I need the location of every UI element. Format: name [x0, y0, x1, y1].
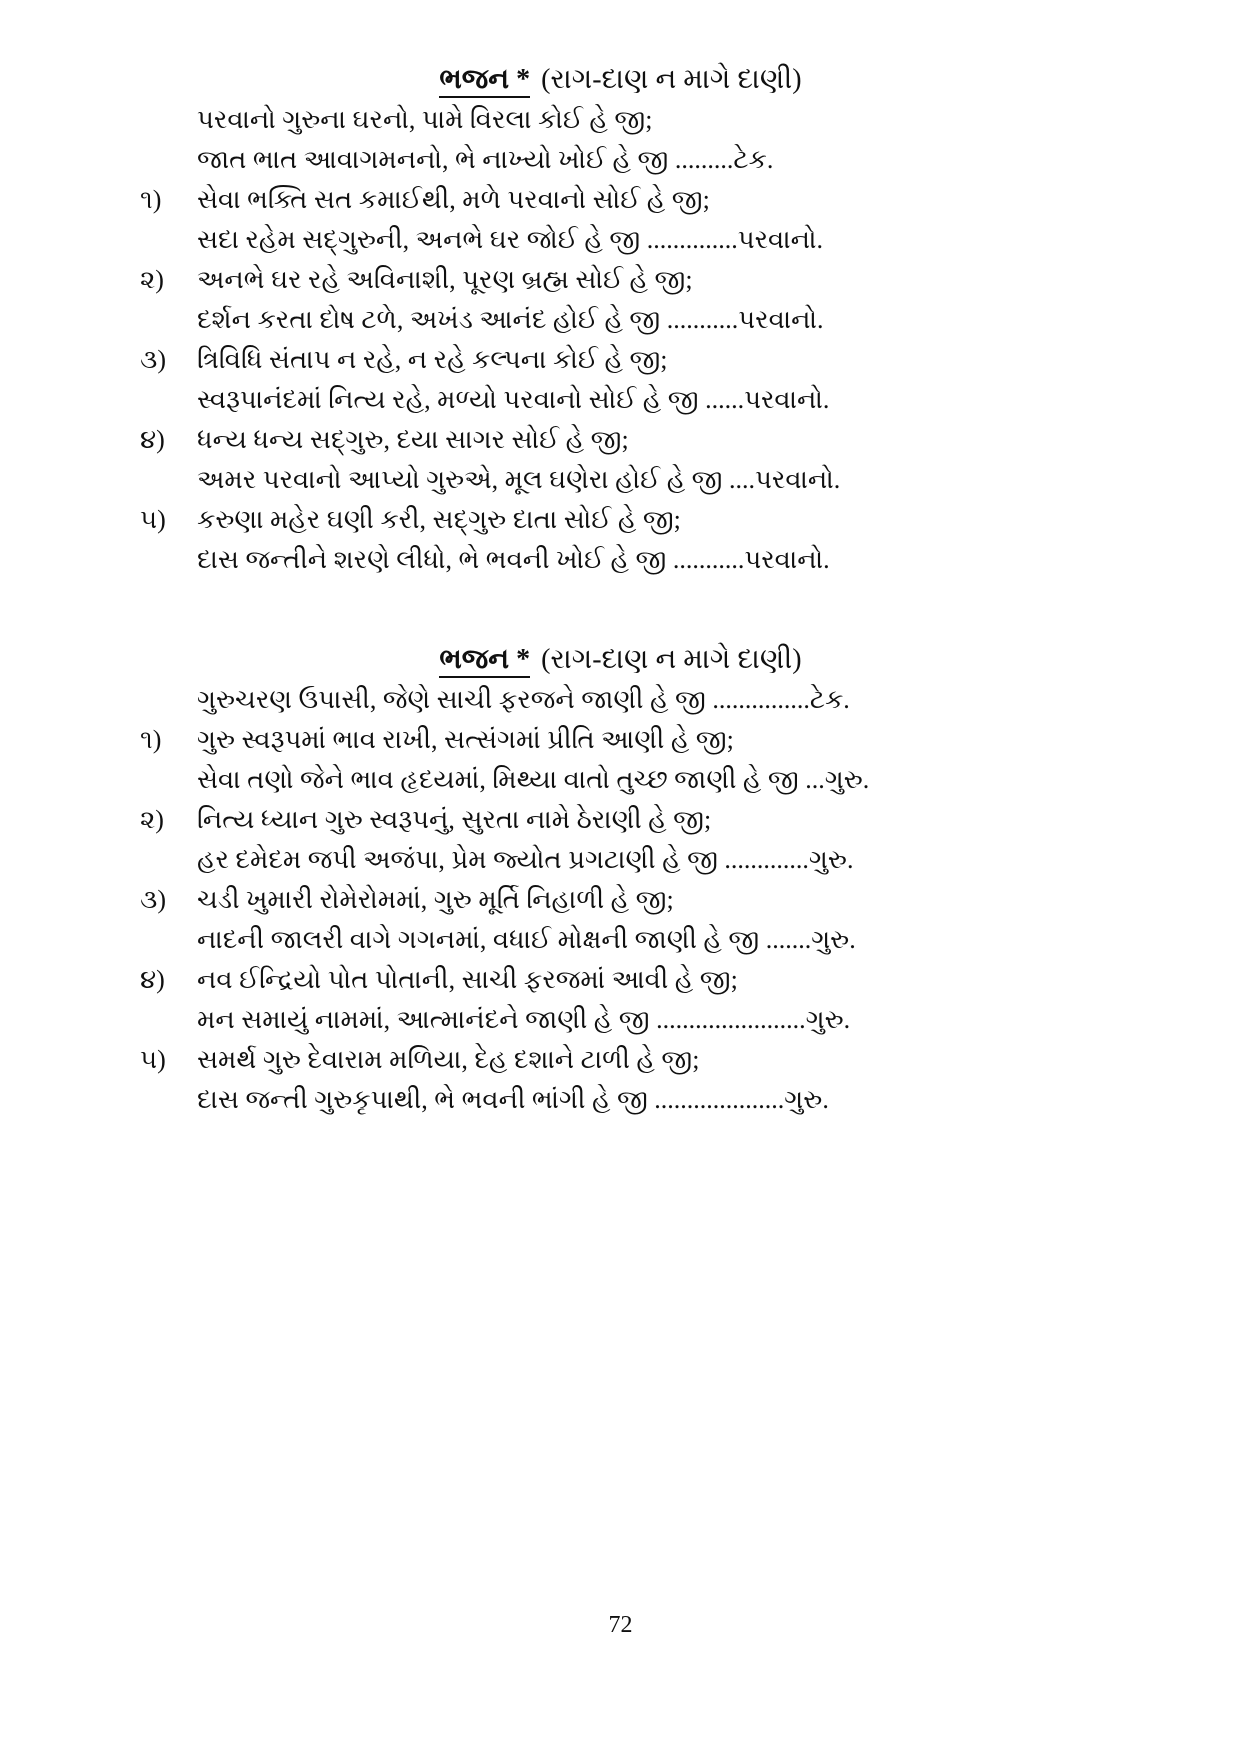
verse-line: [0, 960, 1241, 1000]
verse-line: [0, 300, 1241, 340]
verse-text: ચડી ખુમારી રોમેરોમમાં, ગુરુ મૂર્તિ નિહાળી હે જી;: [197, 885, 674, 914]
refrain-text: ગુરુચરણ ઉપાસી, જેણે સાચી ફરજને જાણી હે જી ...............ટેક.: [197, 685, 850, 714]
verse-text: સ્વરૂપાનંદમાં નિત્ય રહે, મળ્યો પરવાનો સોઈ હે જી ......પરવાનો.: [197, 385, 830, 414]
verse-line: [0, 920, 1241, 960]
verse-line: [0, 500, 1241, 540]
verse-number: ૪): [140, 425, 165, 454]
verse-text: દર્શન કરતા દોષ ટળે, અખંડ આનંદ હોઈ હે જી ...........પરવાનો.: [197, 305, 824, 334]
verse-number: [140, 1000, 197, 1040]
bhajan-2-raga-label: (રાગ-દાણ ન માગે દાણી): [541, 644, 802, 675]
refrain-line: [0, 140, 1241, 180]
verse-number: ૫): [140, 505, 166, 534]
verse-line: [0, 800, 1241, 840]
verse-number: [140, 140, 197, 180]
verse-text: કરુણા મહેર ઘણી કરી, સદ્ગુરુ દાતા સોઈ હે જી;: [197, 505, 681, 534]
verse-text: ત્રિવિધિ સંતાપ ન રહે, ન રહે કલ્પના કોઈ હે જી;: [197, 345, 668, 374]
verse-number: [140, 380, 197, 420]
verse-text: નવ ઈન્દ્રિયો પોત પોતાની, સાચી ફરજમાં આવી હે જી;: [197, 965, 738, 994]
verse-text: દાસ જન્તીને શરણે લીધો, ભે ભવની ખોઈ હે જી ...........પરવાનો.: [197, 545, 830, 574]
verse-text: દાસ જન્તી ગુરુકૃપાથી, ભે ભવની ભાંગી હે જી ....................ગુરુ.: [197, 1085, 829, 1114]
verse-text: સમર્થ ગુરુ દેવારામ મળિયા, દેહ દશાને ટાળી હે જી;: [197, 1045, 700, 1074]
verse-number: ૩): [140, 345, 166, 374]
verse-text: ગુરુ સ્વરૂપમાં ભાવ રાખી, સત્સંગમાં પ્રીતિ આણી હે જી;: [197, 725, 734, 754]
verse-text: હર દમેદમ જપી અજંપા, પ્રેમ જ્યોત પ્રગટાણી હે જી .............ગુરુ.: [197, 845, 854, 874]
verse-number: [140, 840, 197, 880]
verse-text: અનભે ઘર રહે અવિનાશી, પૂરણ બ્રહ્મ સોઈ હે જી;: [197, 265, 693, 294]
refrain-text: જાત ભાત આવાગમનનો, ભે નાખ્યો ખોઈ હે જી .........ટેક.: [197, 145, 774, 174]
bhajan-1-raga-label: (રાગ-દાણ ન માગે દાણી): [541, 64, 802, 95]
verse-number: ૫): [140, 1045, 166, 1074]
verse-line: [0, 1000, 1241, 1040]
verse-text: નિત્ય ધ્યાન ગુરુ સ્વરૂપનું, સુરતા નામે ઠેરાણી હે જી;: [197, 805, 712, 834]
verse-line: [0, 260, 1241, 300]
verse-number: [140, 680, 197, 720]
verse-number: [140, 100, 197, 140]
verse-line: [0, 220, 1241, 260]
verse-number: [140, 760, 197, 800]
verse-line: [0, 760, 1241, 800]
page-number: 72: [608, 1612, 633, 1638]
verse-line: [0, 420, 1241, 460]
bhajan-section-2: [0, 640, 1241, 1120]
verse-number: ૩): [140, 885, 166, 914]
verse-line: [0, 1040, 1241, 1080]
bhajan-2-title-underlined: ભજન *: [439, 644, 530, 678]
section-divider-space: [0, 580, 1241, 640]
verse-line: [0, 460, 1241, 500]
verse-number: ૨): [140, 265, 164, 294]
verse-line: [0, 540, 1241, 580]
verse-number: [140, 1080, 197, 1120]
bhajan-1-title-underlined: ભજન *: [439, 64, 530, 98]
verse-line: [0, 380, 1241, 420]
refrain-line: [0, 100, 1241, 140]
verse-number: [140, 460, 197, 500]
verse-line: [0, 1080, 1241, 1120]
verse-number: ૪): [140, 965, 165, 994]
verse-line: [0, 880, 1241, 920]
bhajan-1-title: [0, 60, 1241, 100]
refrain-text: પરવાનો ગુરુના ઘરનો, પામે વિરલા કોઈ હે જી;: [197, 105, 653, 134]
verse-text: નાદની જાલરી વાગે ગગનમાં, વધાઈ મોક્ષની જાણી હે જી .......ગુરુ.: [197, 925, 856, 954]
verse-line: [0, 180, 1241, 220]
verse-number: [140, 920, 197, 960]
bhajan-section-1: [0, 60, 1241, 580]
verse-text: અમર પરવાનો આપ્યો ગુરુએ, મૂલ ઘણેરા હોઈ હે જી ....પરવાનો.: [197, 465, 841, 494]
verse-number: ૨): [140, 805, 164, 834]
verse-number: ૧): [140, 725, 162, 754]
verse-line: [0, 340, 1241, 380]
verse-number: [140, 540, 197, 580]
verse-number: [140, 220, 197, 260]
verse-text: ધન્ય ધન્ય સદ્ગુરુ, દયા સાગર સોઈ હે જી;: [197, 425, 629, 454]
refrain-line: [0, 680, 1241, 720]
verse-text: સેવા તણો જેને ભાવ હૃદયમાં, મિથ્યા વાતો તુચ્છ જાણી હે જી ...ગુરુ.: [197, 765, 870, 794]
verse-text: સેવા ભક્તિ સત કમાઈથી, મળે પરવાનો સોઈ હે જી;: [197, 185, 710, 214]
bhajan-2-title: [0, 640, 1241, 680]
verse-number: [140, 300, 197, 340]
verse-line: [0, 840, 1241, 880]
verse-text: મન સમાયું નામમાં, આત્માનંદને જાણી હે જી .......................ગુરુ.: [197, 1005, 851, 1034]
verse-text: સદા રહેમ સદ્ગુરુની, અનભે ઘર જોઈ હે જી ..............પરવાનો.: [197, 225, 823, 254]
verse-number: ૧): [140, 185, 162, 214]
verse-line: [0, 720, 1241, 760]
